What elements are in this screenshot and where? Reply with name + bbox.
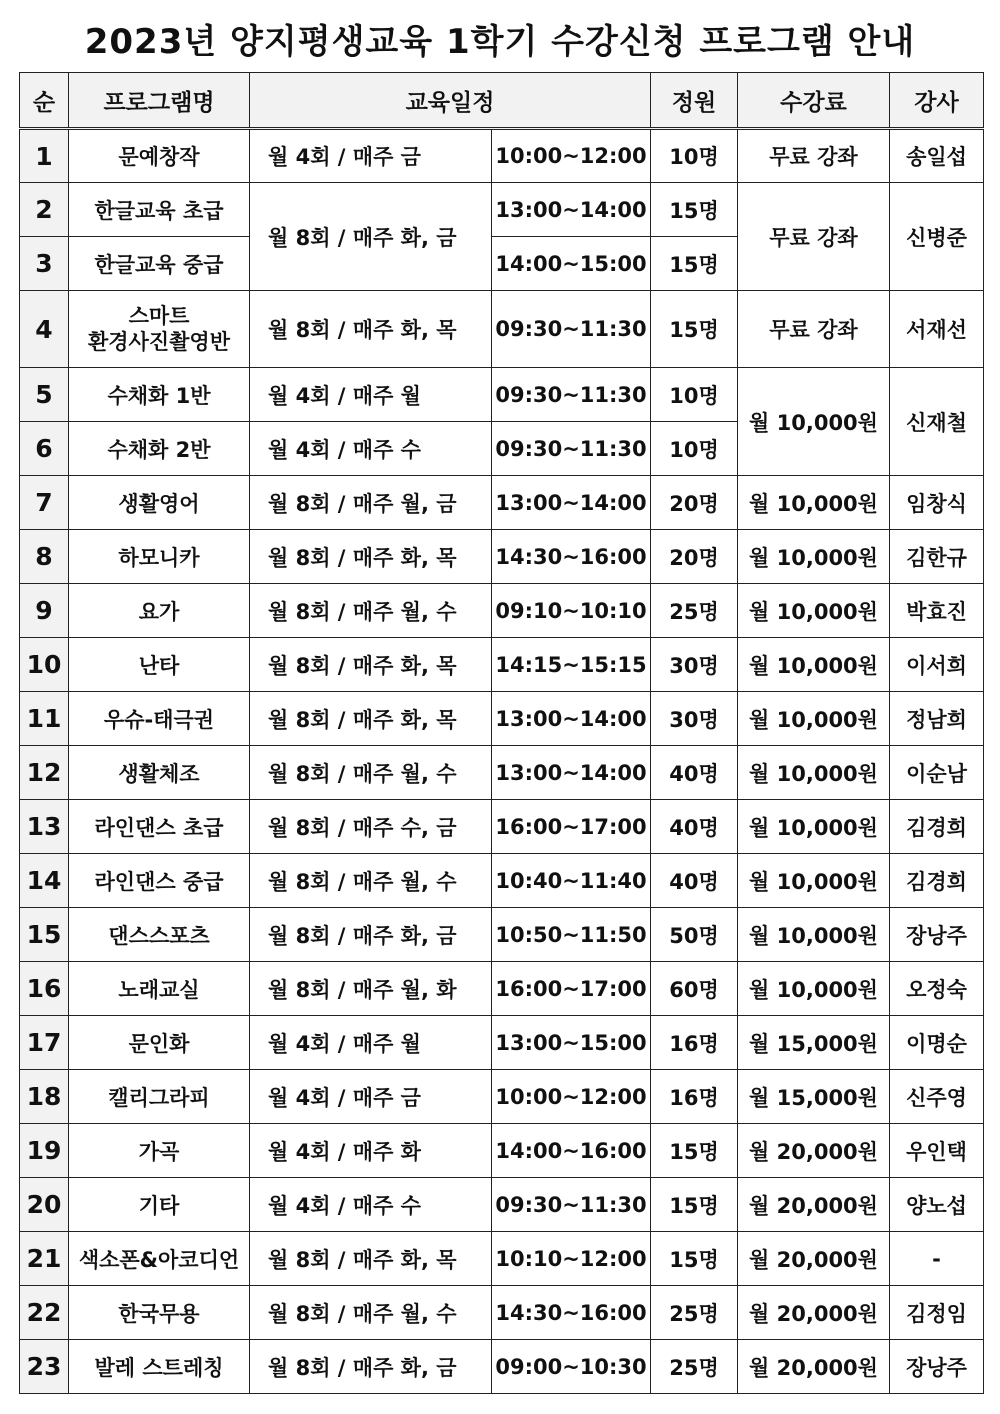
fee: 월 10,000원 [738,746,890,800]
fee: 월 20,000원 [738,1340,890,1394]
schedule-time: 14:15~15:15 [492,638,651,692]
schedule-days: 월 8회 / 매주 월, 수 [250,854,492,908]
schedule-days: 월 8회 / 매주 화, 목 [250,291,492,368]
fee: 월 20,000원 [738,1286,890,1340]
row-number: 10 [20,638,69,692]
schedule-days: 월 8회 / 매주 화, 목 [250,1232,492,1286]
row-number: 11 [20,692,69,746]
table-row [20,1232,984,1286]
schedule-time: 14:30~16:00 [492,1286,651,1340]
program-name [69,291,250,368]
fee: 무료 강좌 [738,129,890,183]
capacity: 15명 [651,1124,738,1178]
program-name: 우슈-태극권 [69,692,250,746]
table-row [20,962,984,1016]
schedule-time: 13:00~14:00 [492,746,651,800]
capacity: 30명 [651,692,738,746]
fee: 월 10,000원 [738,584,890,638]
table-row [20,746,984,800]
fee: 월 10,000원 [738,692,890,746]
program-name: 기타 [69,1178,250,1232]
header-fee: 수강료 [738,73,890,129]
teacher: 신병준 [890,183,984,291]
row-number: 16 [20,962,69,1016]
schedule-time: 09:30~11:30 [492,422,651,476]
teacher: - [890,1232,984,1286]
teacher: 우인택 [890,1124,984,1178]
schedule-time: 10:40~11:40 [492,854,651,908]
fee: 월 15,000원 [738,1016,890,1070]
page-title: 2023년 양지평생교육 1학기 수강신청 프로그램 안내 [84,22,916,62]
capacity: 15명 [651,291,738,368]
teacher: 김경희 [890,800,984,854]
program-name: 라인댄스 중급 [69,854,250,908]
teacher: 이서희 [890,638,984,692]
schedule-time: 16:00~17:00 [492,800,651,854]
capacity: 60명 [651,962,738,1016]
teacher: 장낭주 [890,908,984,962]
table-row [20,1286,984,1340]
fee: 월 10,000원 [738,530,890,584]
row-number: 13 [20,800,69,854]
schedule-days: 월 8회 / 매주 화, 목 [250,530,492,584]
teacher: 이명순 [890,1016,984,1070]
program-table [19,72,984,1394]
table-row [20,584,984,638]
schedule-days: 월 8회 / 매주 월, 금 [250,476,492,530]
table-row [20,530,984,584]
schedule-days: 월 4회 / 매주 월 [250,1016,492,1070]
program-name: 한국무용 [69,1286,250,1340]
schedule-days: 월 4회 / 매주 화 [250,1124,492,1178]
capacity: 40명 [651,854,738,908]
schedule-time: 09:30~11:30 [492,1178,651,1232]
table-row [20,1178,984,1232]
schedule-time: 16:00~17:00 [492,962,651,1016]
schedule-days: 월 8회 / 매주 월, 수 [250,584,492,638]
fee: 월 10,000원 [738,962,890,1016]
program-name: 수채화 2반 [69,422,250,476]
fee: 월 10,000원 [738,800,890,854]
capacity: 30명 [651,638,738,692]
schedule-days: 월 4회 / 매주 금 [250,129,492,183]
header-program-name: 프로그램명 [69,73,250,129]
capacity: 15명 [651,237,738,291]
fee: 월 10,000원 [738,368,890,476]
table-row [20,129,984,183]
table-row [20,476,984,530]
teacher: 정남희 [890,692,984,746]
program-name: 요가 [69,584,250,638]
capacity: 15명 [651,1232,738,1286]
row-number: 20 [20,1178,69,1232]
row-number: 3 [20,237,69,291]
row-number: 12 [20,746,69,800]
table-row [20,1340,984,1394]
capacity: 40명 [651,800,738,854]
table-row [20,908,984,962]
teacher: 송일섭 [890,129,984,183]
teacher: 장낭주 [890,1340,984,1394]
row-number: 6 [20,422,69,476]
schedule-days: 월 8회 / 매주 화, 금 [250,908,492,962]
schedule-days: 월 8회 / 매주 화, 금 [250,1340,492,1394]
program-name: 문인화 [69,1016,250,1070]
capacity: 15명 [651,1178,738,1232]
schedule-days: 월 4회 / 매주 월 [250,368,492,422]
program-name: 생활영어 [69,476,250,530]
table-row [20,1070,984,1124]
teacher: 서재선 [890,291,984,368]
table-row [20,368,984,422]
schedule-time: 14:30~16:00 [492,530,651,584]
row-number: 15 [20,908,69,962]
schedule-time: 10:00~12:00 [492,1070,651,1124]
schedule-time: 09:00~10:30 [492,1340,651,1394]
schedule-time: 14:00~16:00 [492,1124,651,1178]
fee: 월 10,000원 [738,854,890,908]
program-name: 캘리그라피 [69,1070,250,1124]
header-no: 순 [20,73,69,129]
schedule-days: 월 8회 / 매주 월, 화 [250,962,492,1016]
capacity: 20명 [651,530,738,584]
header-teacher: 강사 [890,73,984,129]
schedule-time: 13:00~14:00 [492,692,651,746]
table-row [20,638,984,692]
row-number: 23 [20,1340,69,1394]
schedule-days: 월 8회 / 매주 화, 목 [250,638,492,692]
teacher: 이순남 [890,746,984,800]
row-number: 8 [20,530,69,584]
capacity: 10명 [651,422,738,476]
program-name: 노래교실 [69,962,250,1016]
fee: 월 15,000원 [738,1070,890,1124]
teacher: 임창식 [890,476,984,530]
capacity: 16명 [651,1070,738,1124]
capacity: 50명 [651,908,738,962]
program-name-line-1: 스마트 [128,304,190,328]
fee: 월 20,000원 [738,1124,890,1178]
teacher: 김정임 [890,1286,984,1340]
row-number: 18 [20,1070,69,1124]
teacher: 오정숙 [890,962,984,1016]
capacity: 25명 [651,1340,738,1394]
fee: 월 20,000원 [738,1178,890,1232]
schedule-days: 월 8회 / 매주 화, 금 [250,183,492,291]
capacity: 25명 [651,584,738,638]
header-schedule: 교육일정 [250,73,651,129]
row-number: 9 [20,584,69,638]
schedule-time: 09:10~10:10 [492,584,651,638]
teacher: 양노섭 [890,1178,984,1232]
schedule-time: 10:00~12:00 [492,129,651,183]
schedule-time: 13:00~14:00 [492,183,651,237]
table-row [20,692,984,746]
header-capacity: 정원 [651,73,738,129]
teacher: 신주영 [890,1070,984,1124]
program-name: 댄스스포츠 [69,908,250,962]
table-row [20,183,984,237]
program-name: 색소폰&아코디언 [69,1232,250,1286]
row-number: 22 [20,1286,69,1340]
fee: 월 10,000원 [738,638,890,692]
header-row [20,73,984,129]
schedule-time: 10:10~12:00 [492,1232,651,1286]
program-name: 발레 스트레칭 [69,1340,250,1394]
row-number: 21 [20,1232,69,1286]
schedule-time: 13:00~14:00 [492,476,651,530]
row-number: 17 [20,1016,69,1070]
schedule-days: 월 4회 / 매주 수 [250,1178,492,1232]
fee: 무료 강좌 [738,291,890,368]
row-number: 2 [20,183,69,237]
capacity: 20명 [651,476,738,530]
program-name: 가곡 [69,1124,250,1178]
row-number: 5 [20,368,69,422]
table-row [20,800,984,854]
program-name: 수채화 1반 [69,368,250,422]
fee: 무료 강좌 [738,183,890,291]
schedule-time: 13:00~15:00 [492,1016,651,1070]
row-number: 14 [20,854,69,908]
program-name: 생활체조 [69,746,250,800]
program-name: 난타 [69,638,250,692]
table-row [20,1124,984,1178]
schedule-days: 월 8회 / 매주 수, 금 [250,800,492,854]
fee: 월 10,000원 [738,476,890,530]
row-number: 7 [20,476,69,530]
schedule-days: 월 8회 / 매주 월, 수 [250,746,492,800]
table-row [20,291,984,368]
teacher: 김경희 [890,854,984,908]
schedule-days: 월 8회 / 매주 화, 목 [250,692,492,746]
program-name: 한글교육 중급 [69,237,250,291]
capacity: 10명 [651,129,738,183]
program-name: 문예창작 [69,129,250,183]
program-name-line-2: 환경사진촬영반 [87,330,230,354]
teacher: 김한규 [890,530,984,584]
capacity: 15명 [651,183,738,237]
capacity: 40명 [651,746,738,800]
schedule-days: 월 4회 / 매주 금 [250,1070,492,1124]
fee: 월 20,000원 [738,1232,890,1286]
capacity: 25명 [651,1286,738,1340]
program-name: 라인댄스 초급 [69,800,250,854]
schedule-time: 09:30~11:30 [492,291,651,368]
capacity: 16명 [651,1016,738,1070]
schedule-time: 10:50~11:50 [492,908,651,962]
row-number: 4 [20,291,69,368]
program-name: 하모니카 [69,530,250,584]
row-number: 1 [20,129,69,183]
fee: 월 10,000원 [738,908,890,962]
schedule-time: 14:00~15:00 [492,237,651,291]
table-row [20,854,984,908]
teacher: 박효진 [890,584,984,638]
program-name: 한글교육 초급 [69,183,250,237]
table-row [20,1016,984,1070]
row-number: 19 [20,1124,69,1178]
schedule-days: 월 8회 / 매주 월, 수 [250,1286,492,1340]
capacity: 10명 [651,368,738,422]
schedule-days: 월 4회 / 매주 수 [250,422,492,476]
teacher: 신재철 [890,368,984,476]
schedule-time: 09:30~11:30 [492,368,651,422]
